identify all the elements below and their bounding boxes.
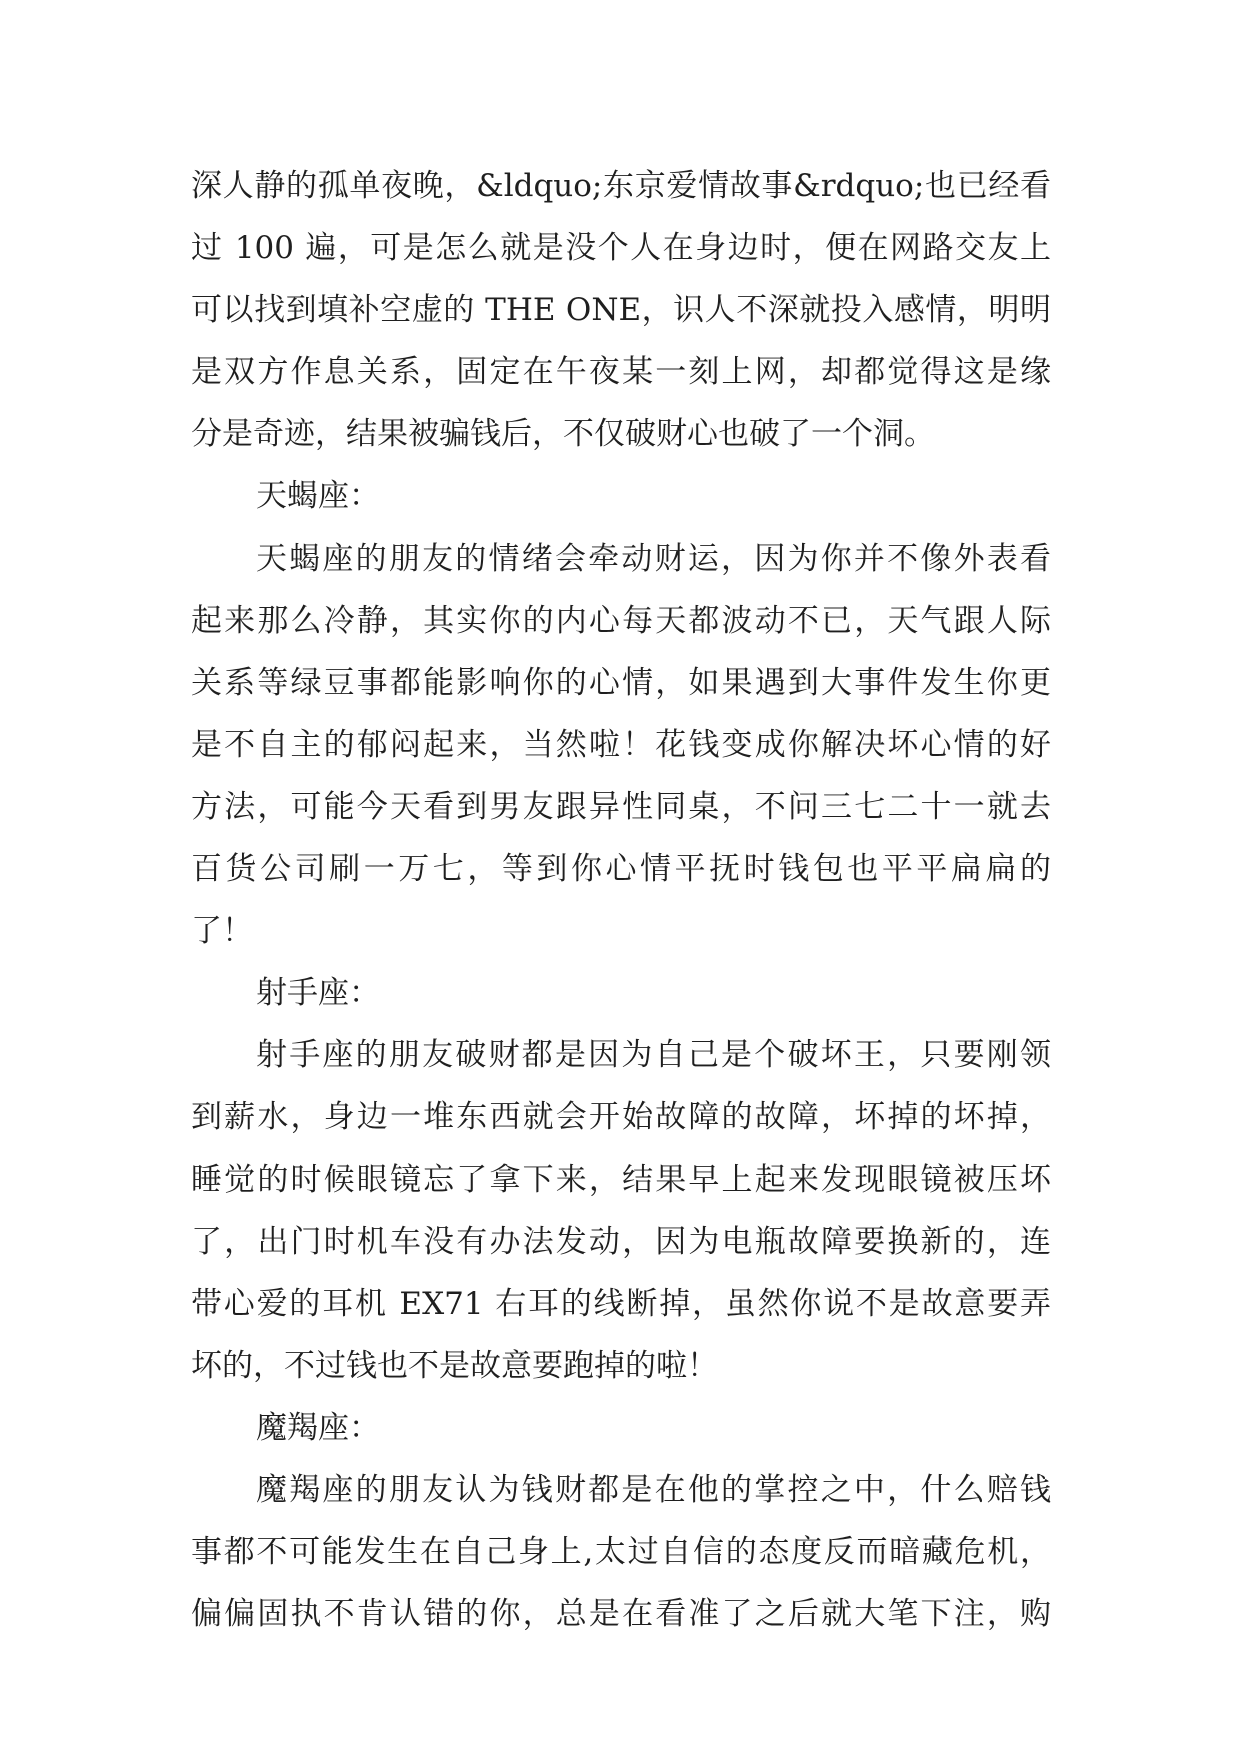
text-line: 可以找到填补空虚的 THE ONE，识人不深就投入感情，明明: [191, 292, 1051, 329]
text-line: 了，出门时机车没有办法发动，因为电瓶故障要换新的，连: [191, 1223, 1051, 1260]
text-line: 射手座的朋友破财都是因为自己是个破坏王，只要刚领: [256, 1037, 1051, 1074]
text-line: 天蝎座的朋友的情绪会牵动财运，因为你并不像外表看: [256, 540, 1051, 577]
text-line: 是双方作息关系，固定在午夜某一刻上网，却都觉得这是缘: [191, 354, 1051, 391]
text-line: 坏的，不过钱也不是故意要跑掉的啦！: [191, 1347, 718, 1384]
text-line: 带心爱的耳机 EX71 右耳的线断掉，虽然你说不是故意要弄: [191, 1285, 1051, 1322]
section-heading-scorpio: 天蝎座：: [256, 478, 380, 515]
text-line: 了！: [191, 913, 253, 950]
section-heading-sagittarius: 射手座：: [256, 975, 380, 1012]
text-line: 百货公司刷一万七，等到你心情平抚时钱包也平平扁扁的: [191, 851, 1051, 888]
text-line: 过 100 遍，可是怎么就是没个人在身边时，便在网路交友上: [191, 230, 1051, 267]
text-line: 方法，可能今天看到男友跟异性同桌，不问三七二十一就去: [191, 788, 1051, 825]
text-line: 睡觉的时候眼镜忘了拿下来，结果早上起来发现眼镜被压坏: [191, 1161, 1051, 1198]
text-line: 关系等绿豆事都能影响你的心情，如果遇到大事件发生你更: [191, 664, 1051, 701]
body-text: [191, 155, 1051, 1645]
text-line: 起来那么冷静，其实你的内心每天都波动不已，天气跟人际: [191, 602, 1051, 639]
text-line: 偏偏固执不肯认错的你，总是在看准了之后就大笔下注，购: [191, 1596, 1051, 1633]
text-line: 深人静的孤单夜晚，&ldquo;东京爱情故事&rdquo;也已经看: [191, 168, 1051, 204]
text-line: 分是奇迹，结果被骗钱后，不仅破财心也破了一个洞。: [191, 416, 935, 453]
text-line: 是不自主的郁闷起来，当然啦！花钱变成你解决坏心情的好: [191, 726, 1051, 763]
text-line: 魔羯座的朋友认为钱财都是在他的掌控之中，什么赔钱: [256, 1471, 1051, 1508]
section-heading-capricorn: 魔羯座：: [256, 1409, 380, 1446]
text-line: 事都不可能发生在自己身上,太过自信的态度反而暗藏危机，: [191, 1534, 1051, 1571]
text-line: 到薪水，身边一堆东西就会开始故障的故障，坏掉的坏掉，: [191, 1099, 1051, 1136]
